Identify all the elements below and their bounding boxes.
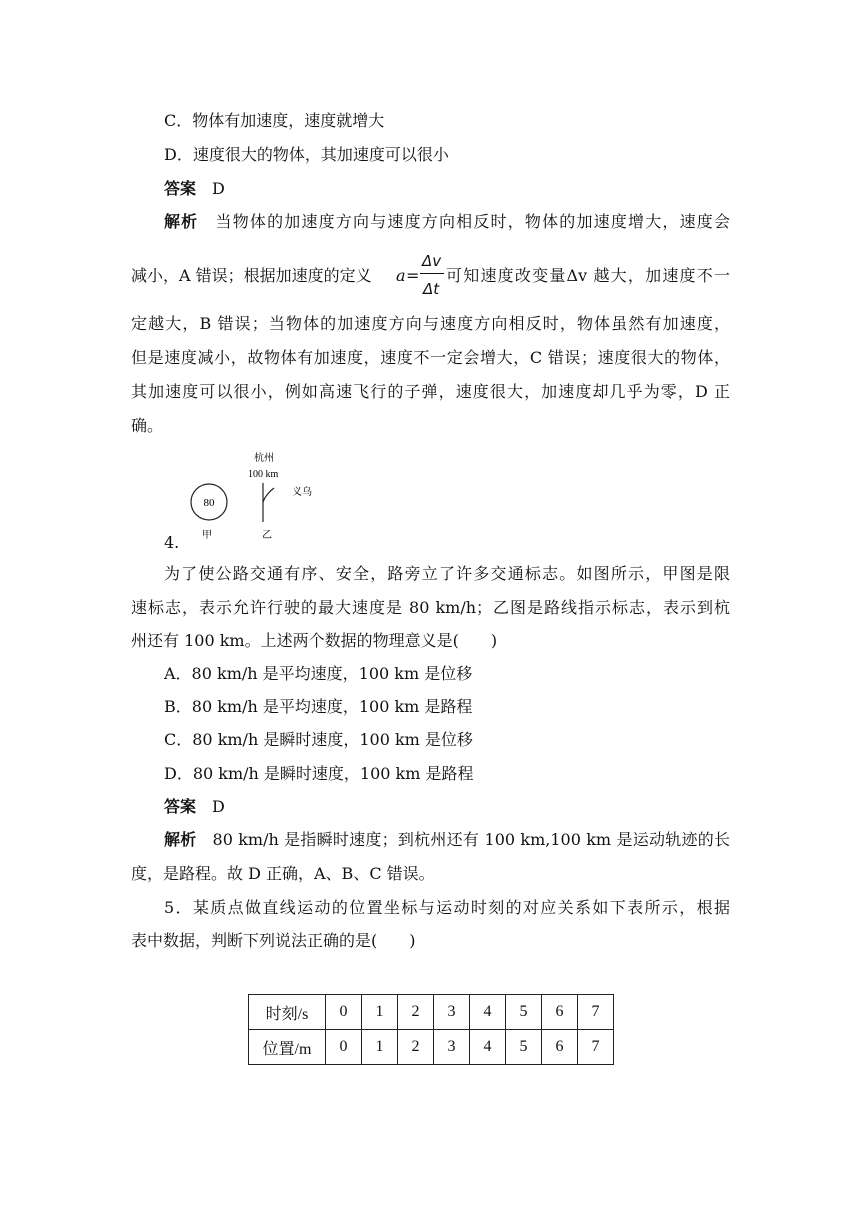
q3-analysis-line-4: 但是速度减小，故物体有加速度，速度不一定会增大，C 错误；速度很大的物体， (131, 348, 730, 367)
q3-analysis-line-2a: 减小，A 错误；根据加速度的定义 (131, 266, 372, 285)
q4-option-a: A．80 km/h 是平均速度，100 km 是位移 (164, 664, 473, 683)
q3-option-c: C．物体有加速度，速度就增大 (164, 111, 385, 130)
q3-analysis-line-3: 定越大，B 错误；当物体的加速度方向与速度方向相反时，物体虽然有加速度， (131, 314, 730, 333)
answer-label: 答案 (164, 179, 197, 198)
table-cell: 7 (578, 995, 614, 1030)
time-position-table (248, 994, 614, 1065)
table-row-time (249, 995, 614, 1030)
table-cell: 1 (362, 995, 398, 1030)
q4-option-d: D．80 km/h 是瞬时速度，100 km 是路程 (164, 764, 474, 783)
analysis-label: 解析 (164, 212, 199, 231)
city-label: 杭州 (254, 453, 274, 464)
q3-analysis-line-1: 解析 当物体的加速度方向与速度方向相反时，物体的加速度增大，速度会 (164, 212, 730, 231)
q3-analysis-line-6: 确。 (131, 416, 164, 435)
route-branch-line (263, 488, 274, 502)
distance-label: 100 km (248, 469, 279, 480)
answer-label: 答案 (164, 797, 197, 816)
table-cell: 6 (542, 1030, 578, 1065)
table-cell: 2 (398, 1030, 434, 1065)
table-cell: 4 (470, 1030, 506, 1065)
table-cell: 3 (434, 1030, 470, 1065)
q3-option-d: D．速度很大的物体，其加速度可以很小 (164, 145, 449, 164)
table-cell: 5 (506, 1030, 542, 1065)
q3-answer (164, 179, 225, 199)
table-cell: 6 (542, 995, 578, 1030)
answer-value: D (212, 179, 225, 198)
table-cell: 7 (578, 1030, 614, 1065)
table-cell: 0 (326, 1030, 362, 1065)
q4-number: 4. (164, 533, 180, 552)
q4-option-c: C．80 km/h 是瞬时速度，100 km 是位移 (164, 730, 473, 749)
q4-analysis-line-2: 度，是路程。故 D 正确，A、B、C 错误。 (131, 864, 435, 883)
table-cell: 3 (434, 995, 470, 1030)
q4-answer (164, 797, 225, 817)
formula-denominator: Δt (423, 280, 440, 298)
q4-stem-line-3: 州还有 100 km。上述两个数据的物理意义是( ) (131, 631, 498, 650)
table-cell: 0 (326, 995, 362, 1030)
table-cell: 1 (362, 1030, 398, 1065)
table-header-position: 位置/m (249, 1030, 326, 1065)
formula-numerator: Δv (422, 252, 442, 270)
label-yi: 乙 (262, 530, 272, 541)
fraction-bar (420, 273, 444, 274)
branch-label: 义乌 (292, 487, 312, 498)
answer-value: D (212, 797, 225, 816)
label-jia: 甲 (202, 530, 212, 541)
table-cell: 5 (506, 995, 542, 1030)
table-cell: 2 (398, 995, 434, 1030)
q5-stem-line-2: 表中数据，判断下列说法正确的是( ) (131, 931, 416, 950)
analysis-label: 解析 (164, 830, 197, 849)
table-cell: 4 (470, 995, 506, 1030)
q4-analysis-line-1: 解析 80 km/h 是指瞬时速度；到杭州还有 100 km,100 km 是运动轨迹的长 (164, 830, 730, 849)
speed-limit-value: 80 (203, 497, 215, 509)
q5-stem-line-1: 5．某质点做直线运动的位置坐标与运动时刻的对应关系如下表所示，根据 (164, 898, 730, 917)
table-row-position (249, 1030, 614, 1065)
q4-stem-line-2: 速标志，表示允许行驶的最大速度是 80 km/h；乙图是路线指示标志，表示到杭 (131, 598, 730, 617)
formula-equals: = (406, 266, 420, 285)
q4-stem-line-1: 为了使公路交通有序、安全，路旁立了许多交通标志。如图所示，甲图是限 (164, 564, 730, 583)
q4-option-b: B．80 km/h 是平均速度，100 km 是路程 (164, 697, 473, 716)
table-header-time: 时刻/s (249, 995, 326, 1030)
traffic-sign-figure (182, 450, 322, 542)
formula-variable: a (396, 266, 406, 285)
q3-analysis-line-2b: 可知速度改变量Δv 越大，加速度不一 (446, 266, 730, 285)
q3-analysis-line-5: 其加速度可以很小，例如高速飞行的子弹，速度很大，加速度却几乎为零，D 正 (131, 382, 730, 401)
